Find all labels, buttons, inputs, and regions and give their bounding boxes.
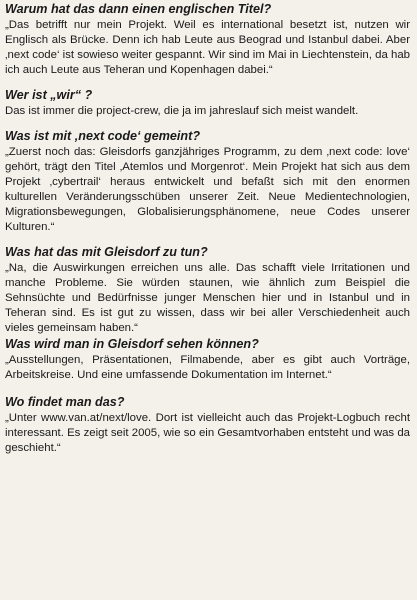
answer-text: „Das betrifft nur mein Projekt. Weil es international besetzt ist, nutzen wir Englisch als Brücke. Denn ich hab Leute aus Beograd und Istanbul dabei. Aber ‚next code‘ ist sowieso weiter gespannt. Wir sind im Mai in Liechtenstein, da hab ich auch Leute aus Teheran und Kopenhagen dabei.“ xyxy=(5,19,410,76)
qa-section-1 xyxy=(5,2,410,78)
answer-text: „Zuerst noch das: Gleisdorfs ganzjähriges Programm, zu dem ‚next code: love‘ gehört, trägt den Titel ‚Atemlos und Morgenrot‘. Mein Projekt hat sich aus dem Projekt ‚cybertrail‘ heraus entwickelt und befaßt sich mit den enormen kulturellen Veränderungsschüben unserer Zeit. Neue Medientechnologien, Migrationsbewegungen, Globalisierungsphänomene, neue Codes unserer Kulturen.“ xyxy=(5,146,410,233)
question-heading: Was ist mit ‚next code‘ gemeint? xyxy=(5,129,201,143)
question-heading: Was hat das mit Gleisdorf zu tun? xyxy=(5,245,208,259)
answer-text: „Unter www.van.at/next/love. Dort ist vielleicht auch das Projekt-Logbuch recht interessant. Es zeigt seit 2005, wie so ein Gesamtvorhaben entsteht und was da geschieht.“ xyxy=(5,412,410,454)
answer-text: „Ausstellungen, Präsentationen, Filmabende, aber es gibt auch Vorträge, Arbeitskreise. Und eine umfassende Dokumentation im Internet.“ xyxy=(5,354,410,381)
question-heading: Warum hat das dann einen englischen Titel? xyxy=(5,2,272,16)
qa-section-4 xyxy=(5,245,410,336)
question-heading: Wer ist „wir“ ? xyxy=(5,88,93,102)
qa-section-3 xyxy=(5,129,410,235)
question-heading: Was wird man in Gleisdorf sehen können? xyxy=(5,337,259,351)
question-heading: Wo findet man das? xyxy=(5,395,125,409)
answer-text: „Na, die Auswirkungen erreichen uns alle. Das schafft viele Irritationen und manche Probleme. Sie würden staunen, wie ähnlich zum Beispiel die Sehnsüchte und Bedürfnisse junger Menschen hier und in Istanbul und in Teheran sind. Es ist gut zu wissen, dass wir bei aller Verschiedenheit auch vieles gemeinsam haben.“ xyxy=(5,262,410,334)
answer-text: Das ist immer die project-crew, die ja im jahreslauf sich meist wandelt. xyxy=(5,105,359,117)
qa-section-2 xyxy=(5,88,410,119)
qa-section-5 xyxy=(5,337,410,383)
qa-section-6 xyxy=(5,395,410,456)
